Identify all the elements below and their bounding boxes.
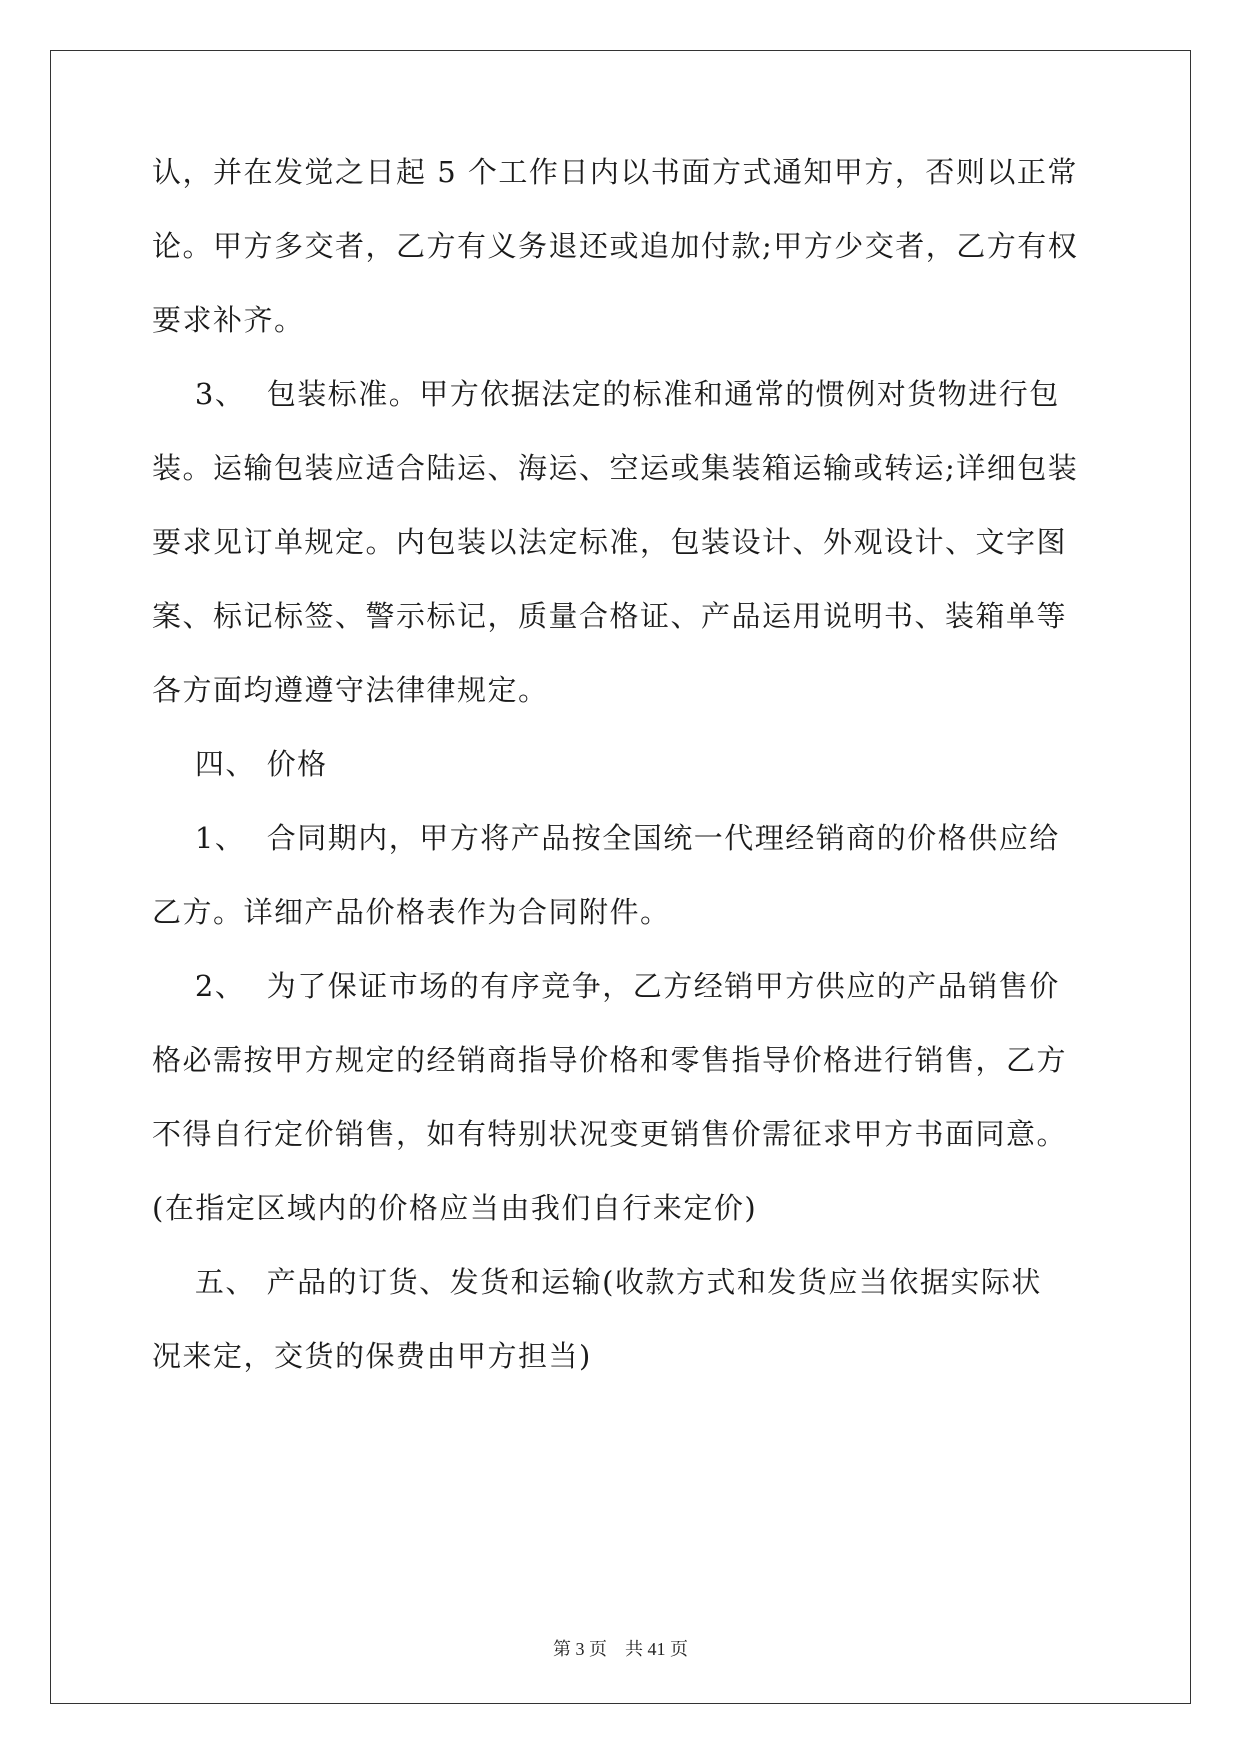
text-line: 论。甲方多交者，乙方有义务退还或追加付款;甲方少交者，乙方有权 — [152, 229, 1079, 263]
text-line: 要求补齐。 — [152, 303, 305, 337]
text-line: (在指定区域内的价格应当由我们自行来定价) — [152, 1191, 758, 1225]
text-line: 认，并在发觉之日起 5 个工作日内以书面方式通知甲方，否则以正常 — [152, 155, 1078, 189]
text-line: 要求见订单规定。内包装以法定标准，包装设计、外观设计、文字图 — [152, 525, 1068, 559]
text-line: 乙方。详细产品价格表作为合同附件。 — [152, 895, 671, 929]
section-heading: 五、 产品的订货、发货和运输(收款方式和发货应当依据实际状 — [152, 1265, 1042, 1299]
text-line: 况来定，交货的保费由甲方担当) — [152, 1339, 592, 1373]
page-footer — [0, 1635, 1241, 1661]
text-line: 案、标记标签、警示标记，质量合格证、产品运用说明书、装箱单等 — [152, 599, 1068, 633]
text-line: 装。运输包装应适合陆运、海运、空运或集装箱运输或转运;详细包装 — [152, 451, 1079, 485]
text-line: 格必需按甲方规定的经销商指导价格和零售指导价格进行销售，乙方 — [152, 1043, 1068, 1077]
text-line: 2、 为了保证市场的有序竞争，乙方经销甲方供应的产品销售价 — [152, 969, 1060, 1003]
text-line: 各方面均遵遵守法律律规定。 — [152, 673, 549, 707]
text-line: 不得自行定价销售，如有特别状况变更销售价需征求甲方书面同意。 — [152, 1117, 1068, 1151]
text-line: 3、 包装标准。甲方依据法定的标准和通常的惯例对货物进行包 — [152, 377, 1060, 411]
page-number: 第 3 页 共 41 页 — [553, 1639, 688, 1659]
page-border — [50, 50, 1191, 1704]
section-heading: 四、 价格 — [152, 747, 328, 781]
text-line: 1、 合同期内，甲方将产品按全国统一代理经销商的价格供应给 — [152, 821, 1060, 855]
